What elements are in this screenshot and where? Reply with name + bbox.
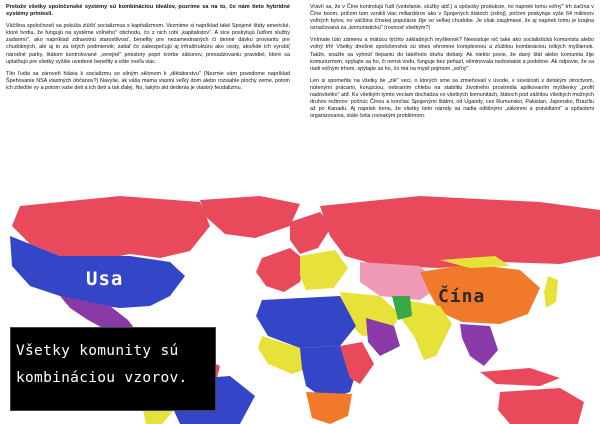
- right-text-column: [310, 4, 594, 125]
- usa-paragraph: Väčšina spoločností sa pokúša zlúčiť socializmus s kapitalizmom. Vezmime si napríklad také Spojené štáty americké, ktoré tvrdia, že fungujú na systéme voľného" obchodu, čo z nich robí „kapitalistov". A sice poskytujú ľuďom služby zadarmo", ako napríklad zdravotnú starostlivosť, benefity pre nezamestnaných či denné dávku proviantu pre chudobných, ale aj to za istých podmienok; zatiaľ čo zabezpečujú aj infraštruktúru ako cesty, ako/kde ich vyrobí( národné parky, štátom kontrolované „verejné" priestory popri tvorbe zákonov, presadzovaniu pravidiel, ktoré sa uplatňujú pre všetky vyššie uvedené benefity a ešte oveľa viac.: [6, 23, 290, 65]
- usa-label: Usa: [86, 268, 124, 290]
- intro-paragraph: Pretože všetky spoločenské systémy sú kombináciou ideálov, pozrime sa na to, čo nám tieto hybridné systémy priniesli.: [6, 4, 290, 18]
- left-text-column: [6, 4, 290, 97]
- caption-text: [16, 338, 208, 392]
- russia-region: [320, 196, 600, 268]
- feudalism-paragraph: Títo ľudia sa zároveň hlásia k socializmu so silným sklonom k „diktátorstvu" (Nezmie vám povedome napríklad Špehovanie NSA vlastných občanov?) Navyše, ak váša mama vlastní veľký dom alebo rozsiahle plochy zeme, potom ich zdedíte vy a potom vaše deti a ich deti a tak ďalej. No, takýto akt dedenia je vlastný feudalizmu.: [6, 70, 290, 91]
- problems-paragraph: Len si spomeňte na všetky tie „zlé" veci, o ktorých sme sa zmieňovali v úvode, v súvislosti s detským otroctvom, nútenými prácami, korupciou, nebraním chlebu na stabilitu životného prostredia aplikovaním myšlienky „profit nadovšetko" atď. Ku všetkým tymto veciam dochádza vo všetkých komunitách, štátoch pod záštitou všetkých možných druhov režimov: počnúc Čínou a končiac Spojenými štátmi, od Ugandy, cez Rumunsko, Pakistan, Japonsko, Brazíliu až po Kanadu. Aj napriek tomu, že všetky tieto národy sa nadia odlišnými „zákonmi a pravidlami" a spôsobmi organizovania, stále čelia rovnakým problémom.: [310, 77, 594, 120]
- china-paragraph: Vravíí sa, že v Číne kontrolujú ľudí (vzdelanie, služby atď.) a spôsoby produkcie, no napriek tomu voľný" trh začína v Číne boom, pričom tam vznikli viac miliardárov ako v Spojených štátoch (zdroj), pričom poskytuje vyše 64 miliónov voľných bytov, no väčšina čínskej populácie žije vo veľkej chudobe. Je však zaujímavé, že aj napriek tomu je krajina označovaná za „komunistickú" (rovnosť všetkým?): [310, 4, 594, 32]
- caption-line-1: Všetky komunity sú: [16, 343, 179, 359]
- confusion-paragraph: Vnímate túto zámenu a mätúcu týchto základných myšlienok? Neexistuje nič také ako socialistická komunista alebo voľný trh! Všetky dnešné spoločenstvá sú dnes ohromne komplexnou a zlúžitou kombináciou tolkých myšlienok. Takže, snažte sa vyhnúť tlepaniu do takéhoto druhu debaty. Ak niekto povie, že daný štát alebo komunita žije komunizmom, spýtajte sa ho, či nemá vodu, funguje bez peňazí, eliminovala nedostatok a podobne. Ak odpovie, že sa riadi voľným trhom, spýtajte sa ho, čo má na mysli pojmom „voľný".: [310, 37, 594, 72]
- caption-line-2: kombináciou vzorov.: [16, 370, 188, 386]
- china-label: Čína: [438, 286, 486, 307]
